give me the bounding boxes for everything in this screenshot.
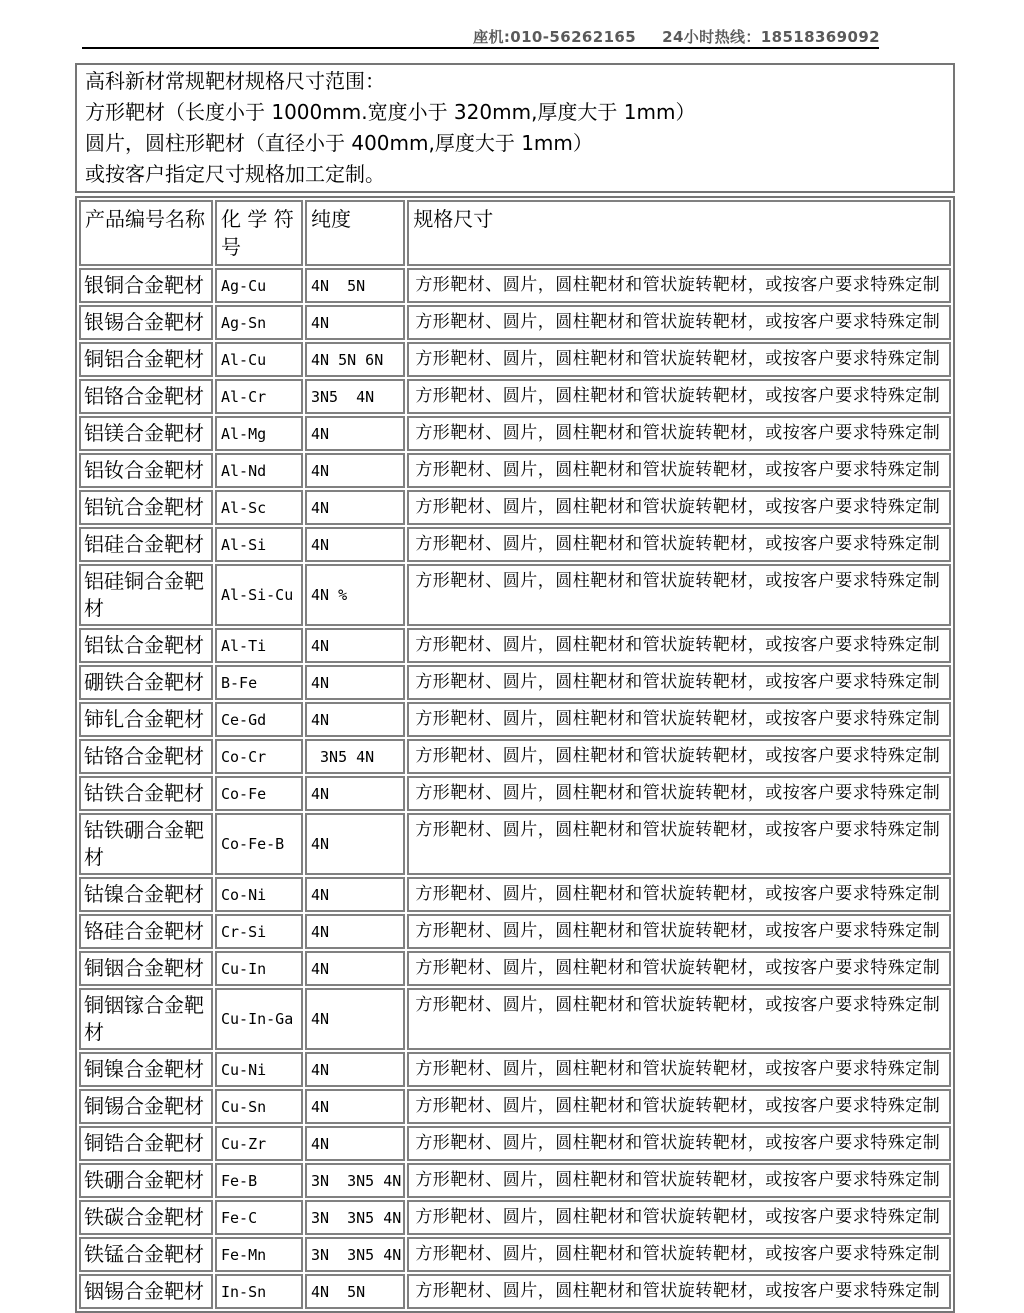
purity: 4N: [305, 702, 405, 737]
table-row: [79, 813, 951, 875]
col-header-purity: 纯度: [305, 200, 405, 266]
purity: 3N5 4N: [305, 739, 405, 774]
spec-size: 方形靶材、圆片，圆柱靶材和管状旋转靶材，或按客户要求特殊定制: [407, 628, 951, 663]
purity: 4N 5N 6N: [305, 342, 405, 377]
product-name: 铝镁合金靶材: [79, 416, 213, 451]
product-name: 铜铝合金靶材: [79, 342, 213, 377]
purity: 3N 3N5 4N: [305, 1237, 405, 1272]
product-name: 铈钆合金靶材: [79, 702, 213, 737]
spec-size: 方形靶材、圆片，圆柱靶材和管状旋转靶材，或按客户要求特殊定制: [407, 453, 951, 488]
chemical-symbol: B-Fe: [215, 665, 303, 700]
chemical-symbol: Cu-In: [215, 951, 303, 986]
col-header-chemical-symbol: 化 学 符号: [215, 200, 303, 266]
product-name: 铜铟合金靶材: [79, 951, 213, 986]
spec-size: 方形靶材、圆片，圆柱靶材和管状旋转靶材，或按客户要求特殊定制: [407, 951, 951, 986]
chemical-symbol: Co-Fe-B: [215, 813, 303, 875]
table-row: [79, 628, 951, 663]
spec-size: 方形靶材、圆片，圆柱靶材和管状旋转靶材，或按客户要求特殊定制: [407, 527, 951, 562]
purity: 3N 3N5 4N: [305, 1163, 405, 1198]
spec-size: 方形靶材、圆片，圆柱靶材和管状旋转靶材，或按客户要求特殊定制: [407, 739, 951, 774]
chemical-symbol: Al-Mg: [215, 416, 303, 451]
spec-size: 方形靶材、圆片，圆柱靶材和管状旋转靶材，或按客户要求特殊定制: [407, 490, 951, 525]
product-name: 钴铁合金靶材: [79, 776, 213, 811]
spec-size: 方形靶材、圆片，圆柱靶材和管状旋转靶材，或按客户要求特殊定制: [407, 379, 951, 414]
table-header: [79, 200, 951, 266]
table-row: [79, 1237, 951, 1272]
purity: 4N: [305, 416, 405, 451]
product-name: 银铜合金靶材: [79, 268, 213, 303]
chemical-symbol: In-Sn: [215, 1274, 303, 1309]
header-row: [79, 200, 951, 266]
purity: 4N: [305, 877, 405, 912]
chemical-symbol: Fe-C: [215, 1200, 303, 1235]
purity: 4N: [305, 951, 405, 986]
product-name: 铬硅合金靶材: [79, 914, 213, 949]
spec-size: 方形靶材、圆片，圆柱靶材和管状旋转靶材，或按客户要求特殊定制: [407, 665, 951, 700]
spec-size: 方形靶材、圆片，圆柱靶材和管状旋转靶材，或按客户要求特殊定制: [407, 988, 951, 1050]
product-name: 铝钕合金靶材: [79, 453, 213, 488]
table-row: [79, 379, 951, 414]
chemical-symbol: Cu-Sn: [215, 1089, 303, 1124]
spec-size: 方形靶材、圆片，圆柱靶材和管状旋转靶材，或按客户要求特殊定制: [407, 305, 951, 340]
purity: 4N: [305, 665, 405, 700]
table-row: [79, 776, 951, 811]
table-row: [79, 739, 951, 774]
chemical-symbol: Al-Cu: [215, 342, 303, 377]
spec-size: 方形靶材、圆片，圆柱靶材和管状旋转靶材，或按客户要求特殊定制: [407, 914, 951, 949]
col-header-product-name: 产品编号名称: [79, 200, 213, 266]
spec-size: 方形靶材、圆片，圆柱靶材和管状旋转靶材，或按客户要求特殊定制: [407, 342, 951, 377]
contact-header: [473, 26, 880, 47]
table-row: [79, 1200, 951, 1235]
table-row: [79, 342, 951, 377]
spec-size: 方形靶材、圆片，圆柱靶材和管状旋转靶材，或按客户要求特殊定制: [407, 776, 951, 811]
table-row: [79, 1126, 951, 1161]
chemical-symbol: Al-Si-Cu: [215, 564, 303, 626]
product-name: 铜镍合金靶材: [79, 1052, 213, 1087]
spec-size: 方形靶材、圆片，圆柱靶材和管状旋转靶材，或按客户要求特殊定制: [407, 1200, 951, 1235]
spec-size: 方形靶材、圆片，圆柱靶材和管状旋转靶材，或按客户要求特殊定制: [407, 702, 951, 737]
product-name: 铝钪合金靶材: [79, 490, 213, 525]
header-divider: [82, 47, 879, 49]
chemical-symbol: Fe-B: [215, 1163, 303, 1198]
product-name: 铝铬合金靶材: [79, 379, 213, 414]
table-body: [79, 268, 951, 1309]
chemical-symbol: Cu-Ni: [215, 1052, 303, 1087]
intro-line-custom: 或按客户指定尺寸规格加工定制。: [85, 162, 385, 186]
landline-number: 座机:010-56262165: [473, 28, 637, 46]
chemical-symbol: Cr-Si: [215, 914, 303, 949]
purity: 4N 5N: [305, 268, 405, 303]
product-name: 铁碳合金靶材: [79, 1200, 213, 1235]
table-row: [79, 305, 951, 340]
purity: 4N: [305, 1126, 405, 1161]
table-row: [79, 1089, 951, 1124]
table-row: [79, 564, 951, 626]
table-row: [79, 1163, 951, 1198]
chemical-symbol: Ce-Gd: [215, 702, 303, 737]
purity: 3N 3N5 4N: [305, 1200, 405, 1235]
table-row: [79, 951, 951, 986]
chemical-symbol: Co-Ni: [215, 877, 303, 912]
purity: 4N: [305, 305, 405, 340]
spec-size: 方形靶材、圆片，圆柱靶材和管状旋转靶材，或按客户要求特殊定制: [407, 877, 951, 912]
spec-size: 方形靶材、圆片，圆柱靶材和管状旋转靶材，或按客户要求特殊定制: [407, 1274, 951, 1309]
purity: 4N: [305, 453, 405, 488]
product-name: 钴铬合金靶材: [79, 739, 213, 774]
purity: 4N: [305, 527, 405, 562]
purity: 4N: [305, 628, 405, 663]
table-row: [79, 702, 951, 737]
intro-line-round: 圆片，圆柱形靶材（直径小于 400mm,厚度大于 1mm）: [85, 131, 593, 155]
table-row: [79, 527, 951, 562]
purity: 4N: [305, 776, 405, 811]
purity: 3N5 4N: [305, 379, 405, 414]
spec-size: 方形靶材、圆片，圆柱靶材和管状旋转靶材，或按客户要求特殊定制: [407, 1126, 951, 1161]
intro-line-title: 高科新材常规靶材规格尺寸范围：: [85, 69, 385, 93]
product-name: 银锡合金靶材: [79, 305, 213, 340]
purity: 4N %: [305, 564, 405, 626]
table-row: [79, 914, 951, 949]
table-row: [79, 877, 951, 912]
product-name: 铜铟镓合金靶材: [79, 988, 213, 1050]
table-row: [79, 453, 951, 488]
chemical-symbol: Al-Sc: [215, 490, 303, 525]
chemical-symbol: Al-Ti: [215, 628, 303, 663]
chemical-symbol: Co-Fe: [215, 776, 303, 811]
spec-size: 方形靶材、圆片，圆柱靶材和管状旋转靶材，或按客户要求特殊定制: [407, 1089, 951, 1124]
purity: 4N: [305, 914, 405, 949]
spec-size: 方形靶材、圆片，圆柱靶材和管状旋转靶材，或按客户要求特殊定制: [407, 416, 951, 451]
spec-size: 方形靶材、圆片，圆柱靶材和管状旋转靶材，或按客户要求特殊定制: [407, 564, 951, 626]
product-name: 铝硅铜合金靶材: [79, 564, 213, 626]
purity: 4N: [305, 988, 405, 1050]
chemical-symbol: Ag-Sn: [215, 305, 303, 340]
chemical-symbol: Co-Cr: [215, 739, 303, 774]
purity: 4N: [305, 813, 405, 875]
col-header-spec-size: 规格尺寸: [407, 200, 951, 266]
product-name: 铜锆合金靶材: [79, 1126, 213, 1161]
table-row: [79, 665, 951, 700]
chemical-symbol: Al-Si: [215, 527, 303, 562]
table-row: [79, 268, 951, 303]
purity: 4N: [305, 1052, 405, 1087]
product-name: 铟锡合金靶材: [79, 1274, 213, 1309]
table-row: [79, 490, 951, 525]
product-name: 钴铁硼合金靶材: [79, 813, 213, 875]
chemical-symbol: Ag-Cu: [215, 268, 303, 303]
hotline-number: 24小时热线：18518369092: [662, 28, 880, 46]
product-name: 钴镍合金靶材: [79, 877, 213, 912]
product-name: 铜锡合金靶材: [79, 1089, 213, 1124]
purity: 4N: [305, 490, 405, 525]
chemical-symbol: Fe-Mn: [215, 1237, 303, 1272]
spec-size: 方形靶材、圆片，圆柱靶材和管状旋转靶材，或按客户要求特殊定制: [407, 1237, 951, 1272]
purity: 4N 5N: [305, 1274, 405, 1309]
chemical-symbol: Cu-Zr: [215, 1126, 303, 1161]
product-name: 铝硅合金靶材: [79, 527, 213, 562]
spec-size: 方形靶材、圆片，圆柱靶材和管状旋转靶材，或按客户要求特殊定制: [407, 1052, 951, 1087]
product-name: 铁硼合金靶材: [79, 1163, 213, 1198]
table-row: [79, 1052, 951, 1087]
table-row: [79, 988, 951, 1050]
chemical-symbol: Cu-In-Ga: [215, 988, 303, 1050]
product-name: 铝钛合金靶材: [79, 628, 213, 663]
chemical-symbol: Al-Nd: [215, 453, 303, 488]
spec-range-intro: [75, 63, 955, 193]
table-row: [79, 416, 951, 451]
product-name: 硼铁合金靶材: [79, 665, 213, 700]
spec-size: 方形靶材、圆片，圆柱靶材和管状旋转靶材，或按客户要求特殊定制: [407, 268, 951, 303]
spec-size: 方形靶材、圆片，圆柱靶材和管状旋转靶材，或按客户要求特殊定制: [407, 813, 951, 875]
product-table: [75, 196, 955, 1313]
chemical-symbol: Al-Cr: [215, 379, 303, 414]
product-name: 铁锰合金靶材: [79, 1237, 213, 1272]
intro-line-square: 方形靶材（长度小于 1000mm.宽度小于 320mm,厚度大于 1mm）: [85, 100, 696, 124]
purity: 4N: [305, 1089, 405, 1124]
table-row: [79, 1274, 951, 1309]
spec-size: 方形靶材、圆片，圆柱靶材和管状旋转靶材，或按客户要求特殊定制: [407, 1163, 951, 1198]
